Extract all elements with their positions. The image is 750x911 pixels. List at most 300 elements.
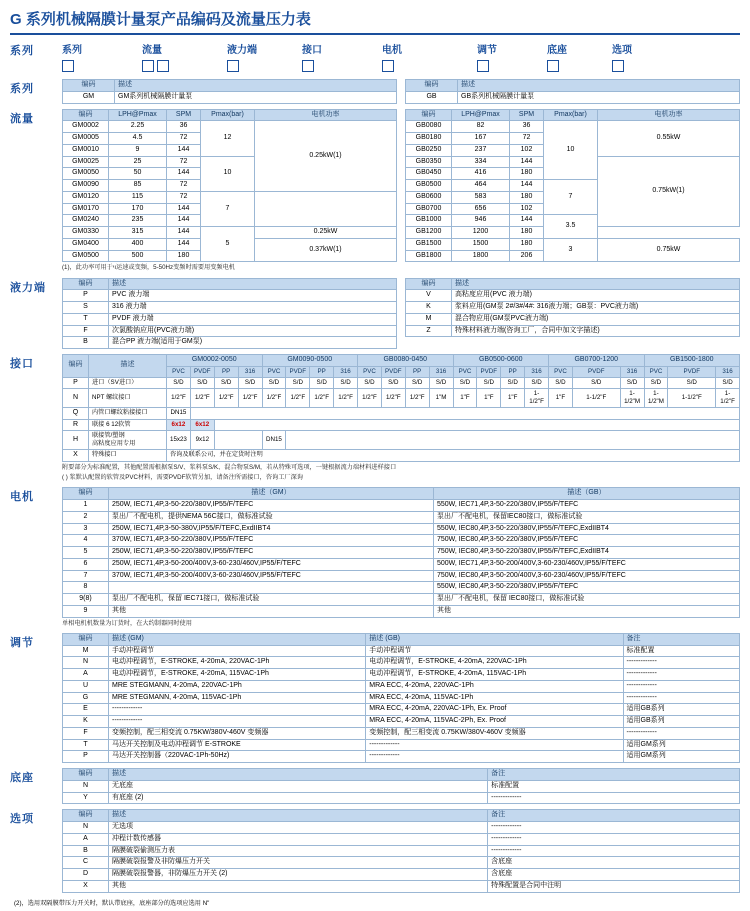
cell-code: 7: [63, 570, 109, 582]
cell-code: 6: [63, 558, 109, 570]
section-flow-content: [62, 109, 740, 273]
cell-code: GM0005: [63, 133, 109, 145]
cell-code: 3: [63, 523, 109, 535]
section-series-content: [62, 79, 740, 104]
col-power: 电机功率: [598, 109, 740, 121]
table-row: [63, 594, 740, 606]
col-desc-gm: 描述 (GM): [109, 633, 366, 645]
section-connection-content: [62, 354, 740, 482]
code-map-item-flow: [142, 41, 227, 72]
cell-code: P: [63, 290, 109, 302]
cell-lph: 82: [452, 121, 510, 133]
cell-power: 0.75kW: [598, 238, 740, 262]
col-code: 编码: [63, 109, 109, 121]
cell-desc: 进口（SV进口）: [89, 377, 167, 389]
col-lph: LPH@Pmax: [452, 109, 510, 121]
col-code: 编码: [63, 80, 115, 92]
cell-gb: 变频控制，配三相变流 0.75KW/380V-460V 变频器: [366, 727, 623, 739]
code-map-item-label: 流量: [142, 45, 162, 56]
cell-lph: 946: [452, 215, 510, 227]
cell-code: K: [406, 302, 452, 314]
code-box[interactable]: [227, 60, 239, 72]
cell-code: 5: [63, 547, 109, 559]
table-row: [63, 500, 740, 512]
cell-spm: 72: [510, 133, 544, 145]
col-sub-pvdf: PVDF: [286, 366, 310, 377]
cell-gm: -------------: [109, 704, 366, 716]
cell-val: S/D: [167, 377, 191, 389]
cell-desc: GM系列机械隔膜计量泵: [115, 91, 397, 103]
code-map-item-liquid-end: [227, 41, 302, 72]
cell-gb: 750W, IEC80,4P,3-50-220/380V,IP55/F/TEFC: [433, 535, 739, 547]
table-row: [63, 869, 740, 881]
cell-code: GM0500: [63, 250, 109, 262]
cell-gb: 750W, IEC80,4P,3-50-200/400V,3-60-230/460V,IP55/F/TEFC: [433, 570, 739, 582]
code-map-boxes: [612, 60, 667, 72]
table-row: [63, 121, 397, 133]
cell-desc: 无底座: [109, 780, 488, 792]
cell-remark: -------------: [623, 680, 740, 692]
cell-gm: 泵出厂不配电机，保留 IEC71接口，做标准试验: [109, 594, 434, 606]
cell-code: GM0002: [63, 121, 109, 133]
cell-val: S/D: [262, 377, 286, 389]
code-map-item-label: 电机: [382, 45, 402, 56]
col-sub-pvdf: PVDF: [381, 366, 405, 377]
col-desc-gb: 描述 (GB): [366, 633, 623, 645]
table-row: [63, 605, 740, 617]
cell-desc: 特殊材料液力端(咨询工厂，合同中加文字描述): [452, 325, 740, 337]
cell-val: 1"F: [453, 389, 477, 408]
cell-val: S/D: [358, 377, 382, 389]
cell-pmax: 5: [201, 227, 255, 262]
table-row: [406, 91, 740, 103]
table-row: [406, 302, 740, 314]
col-pmax: Pmax(bar): [201, 109, 255, 121]
cell-spm: 180: [510, 168, 544, 180]
cell-code: 2: [63, 511, 109, 523]
code-map-boxes: [477, 60, 547, 72]
col-code: 编码: [63, 488, 109, 500]
cell-val: 1"F: [501, 389, 525, 408]
cell-code: GB0700: [406, 203, 452, 215]
section-flow-label: 流量: [10, 112, 34, 125]
cell-lph: 416: [452, 168, 510, 180]
cell-lph: 464: [452, 180, 510, 192]
section-series-label: 系列: [10, 83, 34, 95]
table-row: [63, 313, 397, 325]
cell-val: 1"M: [429, 389, 453, 408]
cell-gb: 泵出厂不配电机，保留 IEC80接口，做标准试验: [433, 594, 739, 606]
cell-code: Y: [63, 792, 109, 804]
cell-desc: 次氯酸钠应用(PVC液力端): [109, 325, 397, 337]
cell-code: GM0400: [63, 238, 109, 250]
col-sub-pp: PP: [501, 366, 525, 377]
cell-val: 1-1/2"M: [644, 389, 668, 408]
cell-gm: 250W, IEC71,4P,3-50-200/400V,3-60-230/460V,IP55/F/TEFC: [109, 558, 434, 570]
table-header-row: [63, 355, 740, 367]
cell-gm: 其他: [109, 605, 434, 617]
cell-gb: MRA ECC, 4-20mA, 220VAC-1Ph: [366, 680, 623, 692]
table-row: [406, 121, 740, 133]
col-remark: 备注: [488, 769, 740, 781]
section-motor: [10, 487, 740, 628]
cell-code: P: [63, 377, 89, 389]
cell-val: S/D: [429, 377, 453, 389]
col-group-5: GB0700-1200: [549, 355, 645, 367]
cell-lph: 334: [452, 156, 510, 168]
motor-note: 单相电机机数量为订货时，在大约制器同时使用: [62, 619, 192, 627]
cell-val: 1"F: [549, 389, 573, 408]
col-group-3: GB0080-0450: [358, 355, 454, 367]
col-remark: 备注: [623, 633, 740, 645]
cell-val: 1/2"F: [167, 389, 191, 408]
cell-desc: PVDF 液力端: [109, 313, 397, 325]
cell-power: 0.75kW(1): [598, 156, 740, 227]
cell-val: 1/2"F: [286, 389, 310, 408]
cell-desc: 浆料应用(GM泵 2#/3#/4#: 316液力端；GB泵：PVC液力端): [452, 302, 740, 314]
cell-remark: 标准配置: [488, 780, 740, 792]
cell-lph: 25: [109, 156, 167, 168]
cell-val: 1-1/2"F: [668, 389, 716, 408]
section-base-label: 底座: [10, 772, 34, 785]
col-lph: LPH@Pmax: [109, 109, 167, 121]
section-liquid-end-label: 液力端: [10, 281, 46, 294]
table-row: [406, 238, 740, 250]
col-desc-gb: 描述（GB）: [433, 488, 739, 500]
cell-code: K: [63, 716, 109, 728]
section-liquid-end: [10, 278, 740, 350]
cell-gb: 电动冲程调节，E-STROKE, 4-20mA, 220VAC-1Ph: [366, 657, 623, 669]
cell-spm: 180: [510, 238, 544, 250]
section-motor-content: [62, 487, 740, 628]
col-desc: 描述: [109, 810, 488, 822]
col-spm: SPM: [167, 109, 201, 121]
cell-val: S/D: [190, 377, 214, 389]
cell-pmax: 7: [201, 191, 255, 226]
cell-gm: 电动冲程调节，E-STROKE, 4-20mA, 115VAC-1Ph: [109, 669, 366, 681]
cell-remark: -------------: [488, 822, 740, 834]
cell-code: GB0350: [406, 156, 452, 168]
code-map-item-label: 接口: [302, 45, 322, 56]
table-row: [63, 845, 740, 857]
table-header-row: [63, 109, 397, 121]
cell-val: 1/2"F: [334, 389, 358, 408]
table-row: [63, 511, 740, 523]
options-table: [62, 809, 740, 892]
cell-code: F: [63, 325, 109, 337]
connection-table: [62, 354, 740, 462]
table-row: [63, 558, 740, 570]
table-row: [63, 582, 740, 594]
cell-gm: MRE STEGMANN, 4-20mA, 220VAC-1Ph: [109, 680, 366, 692]
cell-val: 1/2"F: [214, 389, 238, 408]
col-spm: SPM: [510, 109, 544, 121]
series-table-gb: [405, 79, 740, 104]
cell-spm: 36: [167, 121, 201, 133]
cell-code: GB1500: [406, 238, 452, 250]
cell-code: M: [406, 313, 452, 325]
cell-code: 9(8): [63, 594, 109, 606]
col-group-4: GB0500-0600: [453, 355, 549, 367]
col-code: 编码: [63, 769, 109, 781]
cell-gm: 马达开关控制器（220VAC-1Ph-50Hz): [109, 751, 366, 763]
table-row: [63, 535, 740, 547]
col-sub-pvc: PVC: [549, 366, 573, 377]
cell-val: S/D: [477, 377, 501, 389]
col-code: 编码: [406, 278, 452, 290]
col-sub-316: 316: [716, 366, 740, 377]
cell-gm: 250W, IEC71,4P,3-50-220/380V,IP55/F/TEFC: [109, 500, 434, 512]
table-row: [63, 780, 740, 792]
cell-spm: 144: [167, 227, 201, 239]
cell-gb: -------------: [366, 751, 623, 763]
cell-code: GB1200: [406, 227, 452, 239]
cell-desc: 其他: [109, 880, 488, 892]
cell-spm: 72: [167, 180, 201, 192]
cell-code: GB0180: [406, 133, 452, 145]
cell-code: E: [63, 704, 109, 716]
section-options-label: 选项: [10, 813, 34, 826]
section-motor-label: 电机: [10, 491, 34, 504]
cell-code: U: [63, 680, 109, 692]
code-box[interactable]: [62, 60, 74, 72]
cell-lph: 1200: [452, 227, 510, 239]
col-code: 编码: [63, 810, 109, 822]
cell-gb: 其他: [433, 605, 739, 617]
code-map-item-options: [612, 41, 667, 72]
cell-gb: MRA ECC, 4-20mA, 115VAC-2Ph, Ex. Proof: [366, 716, 623, 728]
flow-table-gb: [405, 109, 740, 263]
col-code: 编码: [63, 633, 109, 645]
col-sub-pvc: PVC: [167, 366, 191, 377]
cell-code: T: [63, 739, 109, 751]
code-map-item-label: 调节: [477, 45, 497, 56]
table-row: [63, 290, 397, 302]
cell-desc: 联接管/塑钢 高粘度应用专用: [89, 431, 167, 450]
cell-lph: 170: [109, 203, 167, 215]
col-sub-316: 316: [620, 366, 644, 377]
col-sub-pvdf: PVDF: [190, 366, 214, 377]
cell-code: M: [63, 645, 109, 657]
cell-val: S/D: [501, 377, 525, 389]
section-base: [10, 768, 740, 804]
table-row: [63, 227, 397, 239]
cell-code: V: [406, 290, 452, 302]
cell-code: R: [63, 419, 89, 431]
table-row: [406, 325, 740, 337]
base-table: [62, 768, 740, 804]
page-title: [10, 8, 740, 35]
cell-remark: 特殊配置是合同中注明: [488, 880, 740, 892]
section-liquid-end-content: [62, 278, 740, 350]
cell-code: D: [63, 869, 109, 881]
cell-spm: 72: [167, 156, 201, 168]
col-sub-pvc: PVC: [644, 366, 668, 377]
cell-lph: 315: [109, 227, 167, 239]
col-sub-pp: PP: [405, 366, 429, 377]
table-header-row: [63, 810, 740, 822]
table-row: [63, 833, 740, 845]
cell-spm: 102: [510, 144, 544, 156]
table-row: [63, 727, 740, 739]
code-map-boxes: [302, 60, 382, 72]
cell-remark: 适用GM系列: [623, 751, 740, 763]
table-row: [63, 449, 740, 461]
section-flow: [10, 109, 740, 273]
col-sub-316: 316: [238, 366, 262, 377]
table-row: [63, 680, 740, 692]
code-box[interactable]: [612, 60, 624, 72]
col-desc: 描述: [115, 80, 397, 92]
cell-val: 1/2"F: [405, 389, 429, 408]
cell-code: GB0080: [406, 121, 452, 133]
cell-code: X: [63, 880, 109, 892]
cell-gb: 550W, IEC80,4P,3-50-220/380V,IP55/F/TEFC: [433, 582, 739, 594]
cell-lph: 9: [109, 144, 167, 156]
code-box[interactable]: [142, 60, 154, 72]
table-header-row: [63, 769, 740, 781]
cell-remark: -------------: [488, 845, 740, 857]
cell-desc: 混合PP 液力端(适用于GM泵): [109, 337, 397, 349]
liquid-end-table-left: [62, 278, 397, 350]
cell-gm: 250W, IEC71,4P,3-50-380V,IP55/F/TEFC,ExdIIBT4: [109, 523, 434, 535]
col-code: 编码: [63, 355, 89, 378]
section-control: [10, 633, 740, 763]
cell-desc: 无选项: [109, 822, 488, 834]
cell-val: S/D: [453, 377, 477, 389]
cell-code: G: [63, 692, 109, 704]
cell-spm: 102: [510, 203, 544, 215]
code-box[interactable]: [477, 60, 489, 72]
cell-spm: 144: [167, 215, 201, 227]
table-row: [63, 669, 740, 681]
section-options: [10, 809, 740, 892]
cell-spm: 144: [167, 203, 201, 215]
table-row: [63, 880, 740, 892]
cell-spm: 180: [167, 250, 201, 262]
flow-note: (1)，此功率可用于ױ运速或变频，5-50Hz变频时需要用变频电机: [62, 264, 235, 272]
col-desc: 描述: [109, 278, 397, 290]
options-footnote: (2)，选用双隔膜带压力开关时，默认带底座，底座部分的选项应选用 N": [14, 899, 210, 907]
section-base-content: [62, 768, 740, 804]
cell-lph: 50: [109, 168, 167, 180]
cell-code: GM0330: [63, 227, 109, 239]
cell-val: DN15: [262, 431, 286, 450]
cell-val: 1/2"F: [310, 389, 334, 408]
cell-gb: 电动冲程调节，E-STROKE, 4-20mA, 115VAC-1Ph: [366, 669, 623, 681]
cell-code: GB0250: [406, 144, 452, 156]
cell-val: 15x23: [167, 431, 191, 450]
col-group-2: GM0090-0500: [262, 355, 358, 367]
cell-gm: 泵出厂不配电机，提供NEMA 56C接口，做标准试验: [109, 511, 434, 523]
cell-code: B: [63, 845, 109, 857]
control-table: [62, 633, 740, 763]
cell-code: GM0120: [63, 191, 109, 203]
cell-blank: [190, 407, 739, 419]
table-row: [63, 716, 740, 728]
cell-val: S/D: [620, 377, 644, 389]
cell-gm: 250W, IEC71,4P,3-50-220/380V,IP55/F/TEFC: [109, 547, 434, 559]
col-sub-316: 316: [525, 366, 549, 377]
cell-val: S/D: [549, 377, 573, 389]
cell-desc: 内管口螺纹粘接接口: [89, 407, 167, 419]
cell-remark: 含底座: [488, 869, 740, 881]
code-box[interactable]: [157, 60, 169, 72]
cell-code: N: [63, 822, 109, 834]
code-box[interactable]: [547, 60, 559, 72]
table-row: [63, 547, 740, 559]
cell-remark: -------------: [623, 669, 740, 681]
connection-note-1: 附要部分为标准配置，其他配置需根据泵S/V、浆料泵S/K、混合物泵S/M，若从特殊可选项，一键根据流力端材料进样接口: [62, 463, 397, 471]
cell-spm: 144: [510, 215, 544, 227]
code-map-boxes: [227, 60, 302, 72]
cell-code: GB1000: [406, 215, 452, 227]
cell-code: GB0500: [406, 180, 452, 192]
cell-lph: 1800: [452, 250, 510, 262]
cell-val: 1/2"F: [358, 389, 382, 408]
table-row: [63, 337, 397, 349]
cell-val: 1-1/2"F: [525, 389, 549, 408]
code-box[interactable]: [382, 60, 394, 72]
cell-lph: 400: [109, 238, 167, 250]
section-series: [10, 79, 740, 104]
cell-code: N: [63, 657, 109, 669]
cell-lph: 656: [452, 203, 510, 215]
code-map-boxes: [142, 60, 227, 72]
cell-desc: 有底座 (2): [109, 792, 488, 804]
table-header-row: [63, 80, 397, 92]
code-map-boxes: [382, 60, 477, 72]
cell-remark: -------------: [623, 727, 740, 739]
code-map-item-control: [477, 41, 547, 72]
cell-power-blank: [255, 191, 397, 226]
cell-gb: 手动冲程调节: [366, 645, 623, 657]
cell-remark: 适用GB系列: [623, 716, 740, 728]
cell-code: GB1800: [406, 250, 452, 262]
table-row: [63, 645, 740, 657]
cell-pmax: 3: [544, 238, 598, 262]
code-box[interactable]: [302, 60, 314, 72]
cell-val: S/D: [572, 377, 620, 389]
col-pmax: Pmax(bar): [544, 109, 598, 121]
cell-blank: [214, 431, 262, 450]
cell-lph: 583: [452, 191, 510, 203]
code-map-label: 系列: [10, 45, 34, 57]
code-map-boxes: [547, 60, 612, 72]
table-row: [406, 337, 740, 348]
section-control-label: 调节: [10, 636, 34, 649]
cell-gb: MRA ECC, 4-20mA, 115VAC-1Ph: [366, 692, 623, 704]
col-desc: 描述: [458, 80, 740, 92]
table-row: [63, 523, 740, 535]
col-desc: 描述: [89, 355, 167, 378]
cell-val: S/D: [644, 377, 668, 389]
cell-gm: 变频控制，配三相变流 0.75KW/380V-460V 变频器: [109, 727, 366, 739]
table-row: [63, 739, 740, 751]
cell-lph: 235: [109, 215, 167, 227]
cell-code: GB0450: [406, 168, 452, 180]
table-row: [63, 407, 740, 419]
cell-gm: 370W, IEC71,4P,3-50-200/400V,3-60-230/460V,IP55/F/TEFC: [109, 570, 434, 582]
table-row: [406, 290, 740, 302]
cell-code: H: [63, 431, 89, 450]
cell-desc: 隔膜破裂报警器，非防爆压力开关 (2): [109, 869, 488, 881]
cell-spm: 72: [167, 133, 201, 145]
cell-gb: MRA ECC, 4-20mA, 220VAC-1Ph, Ex. Proof: [366, 704, 623, 716]
table-row: [63, 822, 740, 834]
cell-code: N: [63, 780, 109, 792]
cell-blank: [214, 419, 739, 431]
